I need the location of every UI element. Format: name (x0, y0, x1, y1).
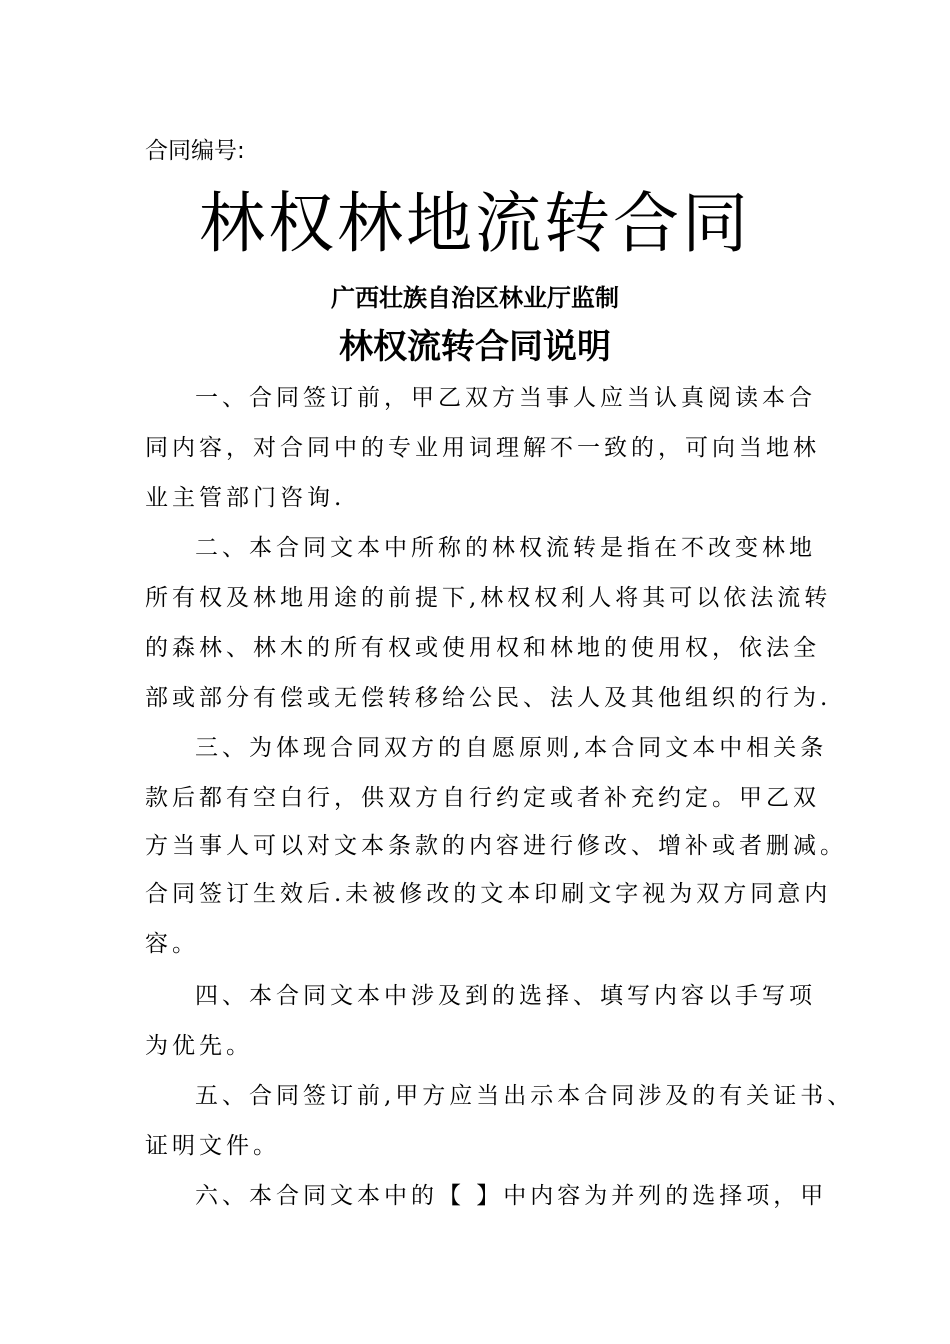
paragraph-line: 一、合同签订前，甲乙双方当事人应当认真阅读本合 (195, 385, 816, 411)
paragraph-line: 证明文件。 (145, 1133, 280, 1159)
paragraph-line: 所有权及林地用途的前提下,林权权利人将其可以依法流转 (145, 585, 832, 611)
paragraph-line: 容。 (145, 931, 199, 957)
paragraph-line: 三、为体现合同双方的自愿原则,本合同文本中相关条 (195, 735, 828, 761)
paragraph-line: 合同签订生效后.未被修改的文本印刷文字视为双方同意内 (145, 881, 832, 907)
contract-number-label: 合同编号: (145, 138, 245, 164)
paragraph-line: 为优先。 (145, 1033, 253, 1059)
paragraph-line: 款后都有空白行，供双方自行约定或者补充约定。甲乙双 (145, 785, 820, 811)
paragraph-line: 方当事人可以对文本条款的内容进行修改、增补或者删减。 (145, 833, 847, 859)
section-title: 林权流转合同说明 (339, 327, 611, 367)
paragraph-line: 业主管部门咨询. (145, 485, 346, 511)
paragraph-line: 二、本合同文本中所称的林权流转是指在不改变林地 (195, 535, 816, 561)
document-title: 林权林地流转合同 (199, 185, 751, 262)
paragraph-line: 六、本合同文本中的【 】中内容为并列的选择项，甲 (195, 1183, 828, 1209)
paragraph-line: 四、本合同文本中涉及到的选择、填写内容以手写项 (195, 983, 816, 1009)
supervisor-line: 广西壮族自治区林业厅监制 (331, 283, 619, 312)
paragraph-line: 的森林、林木的所有权或使用权和林地的使用权，依法全 (145, 635, 820, 661)
paragraph-line: 同内容，对合同中的专业用词理解不一致的，可向当地林 (145, 435, 820, 461)
paragraph-line: 五、合同签订前,甲方应当出示本合同涉及的有关证书、 (195, 1083, 855, 1109)
paragraph-line: 部或部分有偿或无偿转移给公民、法人及其他组织的行为. (145, 685, 832, 711)
